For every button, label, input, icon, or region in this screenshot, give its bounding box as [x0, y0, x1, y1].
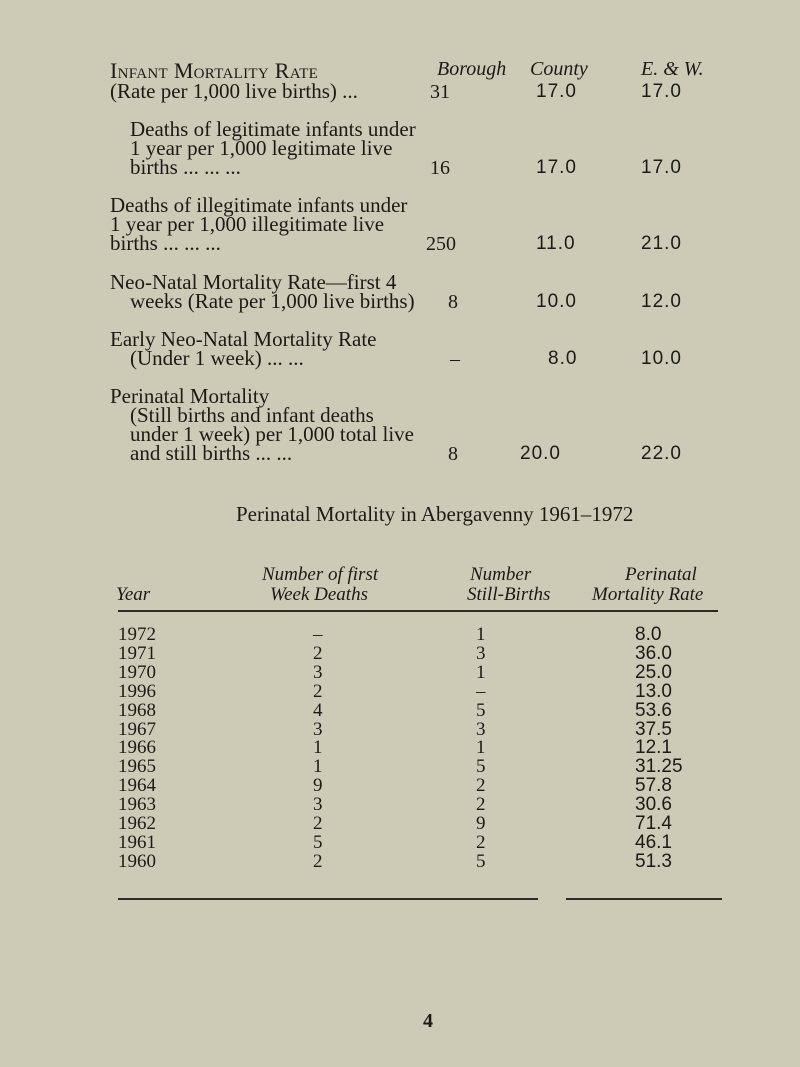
imr-row-label: births ... ... ...	[110, 231, 221, 255]
imr-ew-value: 17.0	[641, 81, 682, 102]
still-births-cell: 5	[476, 756, 486, 778]
still-births-cell: 5	[476, 850, 486, 872]
imr-row-label: Deaths of illegitimate infants under	[110, 193, 408, 217]
col-header-first-week-2: Week Deaths	[270, 584, 368, 605]
first-week-deaths-cell: –	[313, 624, 323, 645]
perinatal-rate-cell: 8.0	[635, 624, 662, 645]
still-births-cell: 9	[476, 813, 486, 834]
table-row	[0, 681, 800, 700]
imr-county-value: 8.0	[548, 348, 578, 369]
year-cell: 1963	[118, 794, 156, 816]
col-header-county: County	[530, 58, 588, 80]
table-row	[0, 851, 800, 870]
perinatal-rate-cell: 46.1	[635, 831, 672, 853]
imr-row-label: (Still births and infant deaths	[130, 403, 374, 427]
perinatal-rate-cell: 13.0	[635, 680, 672, 702]
table-row	[0, 832, 800, 851]
imr-county-value: 17.0	[536, 81, 577, 102]
imr-borough-value: 8	[448, 291, 458, 313]
imr-row-label: (Rate per 1,000 live births) ...	[110, 79, 358, 103]
page-number: 4	[423, 1010, 433, 1032]
imr-county-value: 11.0	[536, 233, 576, 254]
perinatal-rate-cell: 53.6	[635, 699, 672, 721]
table-row	[0, 700, 800, 719]
col-header-rate-1: Perinatal	[625, 564, 697, 585]
first-week-deaths-cell: 5	[313, 831, 323, 853]
year-cell: 1996	[118, 680, 156, 702]
footer-rule-right	[566, 898, 722, 900]
imr-ew-value: 22.0	[641, 443, 682, 464]
still-births-cell: 5	[476, 699, 486, 721]
still-births-cell: 3	[476, 718, 486, 740]
imr-row-label: weeks (Rate per 1,000 live births)	[130, 289, 415, 313]
still-births-cell: 1	[476, 737, 486, 759]
year-cell: 1966	[118, 737, 156, 759]
perinatal-rate-cell: 25.0	[635, 661, 672, 683]
imr-row-label: Perinatal Mortality	[110, 384, 270, 408]
imr-row-label: Deaths of legitimate infants under	[130, 117, 416, 141]
imr-county-value: 17.0	[536, 157, 577, 178]
still-births-cell: 3	[476, 642, 486, 664]
year-cell: 1960	[118, 850, 156, 872]
imr-borough-value: 31	[430, 81, 450, 103]
table-row	[0, 775, 800, 797]
imr-title: Infant Mortality Rate	[110, 58, 319, 83]
year-cell: 1971	[118, 642, 156, 664]
year-cell: 1967	[118, 718, 156, 740]
imr-county-value: 20.0	[520, 443, 561, 464]
first-week-deaths-cell: 1	[313, 756, 323, 778]
first-week-deaths-cell: 2	[313, 642, 323, 664]
table-row	[0, 643, 800, 662]
perinatal-rate-cell: 71.4	[635, 813, 672, 834]
imr-borough-value: 250	[426, 233, 456, 255]
imr-row-label: births ... ... ...	[130, 155, 241, 179]
still-births-cell: 1	[476, 661, 486, 683]
col-header-ew: E. & W.	[641, 58, 704, 80]
still-births-cell: 2	[476, 831, 486, 853]
still-births-cell: –	[476, 680, 486, 702]
imr-county-value: 10.0	[536, 291, 577, 312]
table-row	[0, 719, 800, 738]
perinatal-rate-cell: 57.8	[635, 775, 672, 797]
year-cell: 1972	[118, 624, 156, 645]
first-week-deaths-cell: 3	[313, 718, 323, 740]
perinatal-rate-cell: 36.0	[635, 642, 672, 664]
imr-borough-value: 16	[430, 157, 450, 179]
imr-row-label: 1 year per 1,000 illegitimate live	[110, 212, 385, 236]
imr-ew-value: 10.0	[641, 348, 682, 369]
imr-row-label: (Under 1 week) ... ...	[130, 346, 304, 370]
year-cell: 1968	[118, 699, 156, 721]
col-header-borough: Borough	[437, 58, 507, 80]
perinatal-title: Perinatal Mortality in Abergavenny 1961–1972	[236, 502, 634, 526]
first-week-deaths-cell: 3	[313, 794, 323, 816]
perinatal-rate-cell: 37.5	[635, 718, 672, 740]
first-week-deaths-cell: 2	[313, 680, 323, 702]
year-cell: 1962	[118, 813, 156, 834]
imr-borough-value: –	[450, 348, 460, 370]
first-week-deaths-cell: 4	[313, 699, 323, 721]
imr-ew-value: 21.0	[641, 233, 682, 254]
first-week-deaths-cell: 2	[313, 813, 323, 834]
year-cell: 1961	[118, 831, 156, 853]
table-row	[0, 813, 800, 832]
year-cell: 1964	[118, 775, 156, 797]
table-row	[0, 794, 800, 816]
perinatal-rate-cell: 12.1	[635, 737, 672, 759]
imr-borough-value: 8	[448, 443, 458, 465]
col-header-still-1: Number	[470, 564, 532, 585]
imr-row-label: Early Neo-Natal Mortality Rate	[110, 327, 377, 351]
header-rule	[118, 610, 718, 612]
still-births-cell: 2	[476, 794, 486, 816]
imr-row-label: and still births ... ...	[130, 441, 293, 465]
table-row	[0, 737, 800, 759]
perinatal-rate-cell: 30.6	[635, 794, 672, 816]
first-week-deaths-cell: 9	[313, 775, 323, 797]
col-header-first-week-1: Number of first	[262, 564, 379, 585]
year-cell: 1965	[118, 756, 156, 778]
year-cell: 1970	[118, 661, 156, 683]
perinatal-rate-cell: 51.3	[635, 850, 672, 872]
first-week-deaths-cell: 2	[313, 850, 323, 872]
perinatal-rate-cell: 31.25	[635, 756, 683, 778]
first-week-deaths-cell: 1	[313, 737, 323, 759]
table-row	[0, 662, 800, 681]
imr-row-label: under 1 week) per 1,000 total live	[130, 422, 414, 446]
still-births-cell: 2	[476, 775, 486, 797]
first-week-deaths-cell: 3	[313, 661, 323, 683]
imr-row-label: 1 year per 1,000 legitimate live	[130, 136, 393, 160]
table-row	[0, 624, 800, 643]
table-row	[0, 756, 800, 778]
imr-ew-value: 12.0	[641, 291, 682, 312]
imr-row-label: Neo-Natal Mortality Rate—first 4	[110, 270, 397, 294]
footer-rule-left	[118, 898, 538, 900]
still-births-cell: 1	[476, 624, 486, 645]
col-header-rate-2: Mortality Rate	[592, 584, 704, 605]
col-header-still-2: Still-Births	[467, 584, 551, 605]
imr-ew-value: 17.0	[641, 157, 682, 178]
col-header-year: Year	[116, 584, 151, 605]
